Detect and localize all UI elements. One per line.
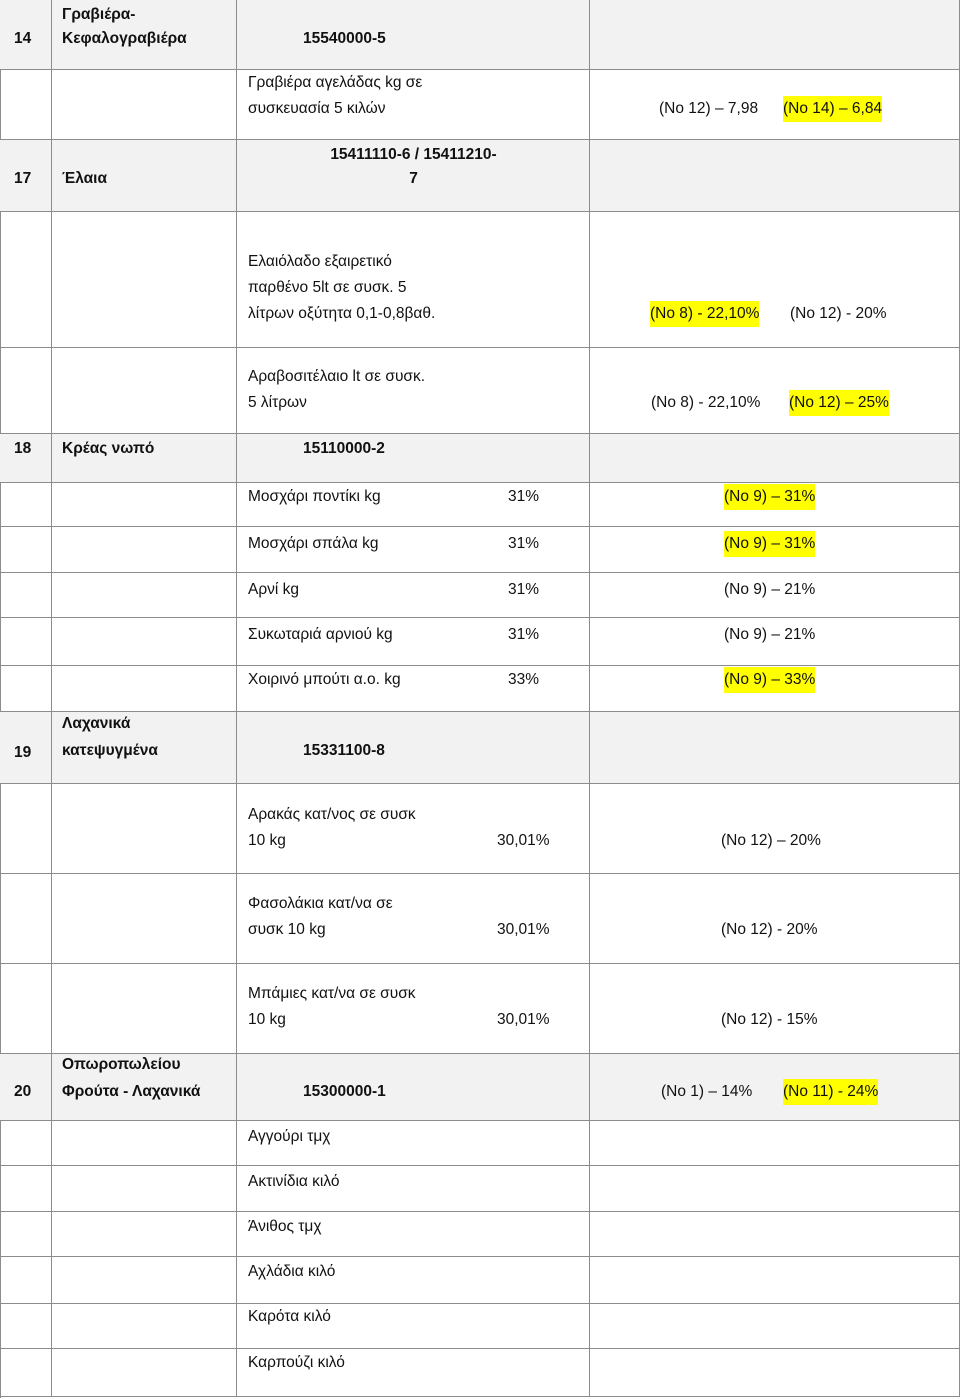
discount-value: (Νο 11) - 24% <box>783 1079 878 1105</box>
item-description: Μοσχάρι σπάλα kg <box>248 535 379 552</box>
item-description: Αρακάς κατ/νος σε συσκ <box>248 806 416 823</box>
table-cell <box>52 1121 237 1166</box>
table-cell <box>52 1166 237 1212</box>
table-cell <box>0 1212 52 1257</box>
table-cell <box>52 70 237 140</box>
table-cell <box>590 0 960 70</box>
table-cell <box>237 434 590 483</box>
discount-value: (Νο 9) – 21% <box>724 626 816 643</box>
category-label: Κεφαλογραβιέρα <box>62 30 187 47</box>
table-cell <box>52 1349 237 1397</box>
table-cell <box>52 618 237 666</box>
table-cell <box>0 70 52 140</box>
table-cell <box>590 1304 960 1349</box>
row-number: 19 <box>14 744 32 761</box>
item-description: Συκωταριά αρνιού kg <box>248 626 393 643</box>
table-cell <box>0 1257 52 1304</box>
discount-value: (Νο 12) – 25% <box>789 390 889 416</box>
table-cell <box>0 483 52 527</box>
row-number: 18 <box>14 440 32 457</box>
table-cell <box>0 1121 52 1166</box>
table-cell <box>52 1212 237 1257</box>
item-description: Φασολάκια κατ/να σε <box>248 895 393 912</box>
discount-value: 31% <box>508 581 540 598</box>
item-description: Μοσχάρι ποντίκι kg <box>248 488 381 505</box>
table-cell <box>590 1212 960 1257</box>
item-description: Ελαιόλαδο εξαιρετικό <box>248 253 392 270</box>
table-cell <box>0 1304 52 1349</box>
table-cell <box>590 1349 960 1397</box>
table-cell <box>52 1304 237 1349</box>
table-cell <box>52 527 237 573</box>
item-description: Καρότα κιλό <box>248 1308 331 1325</box>
item-description: 5 λίτρων <box>248 394 307 411</box>
row-number: 17 <box>14 170 32 187</box>
discount-value: 31% <box>508 626 540 643</box>
item-description: συσκευασία 5 κιλών <box>248 100 386 117</box>
item-description: λίτρων οξύτητα 0,1-0,8βαθ. <box>248 305 436 322</box>
table-cell <box>52 1257 237 1304</box>
table-cell <box>52 964 237 1054</box>
discount-value: 33% <box>508 671 540 688</box>
item-description: συσκ 10 kg <box>248 921 326 938</box>
table-cell <box>52 874 237 964</box>
table-cell <box>590 140 960 212</box>
table-cell <box>0 874 52 964</box>
table-cell <box>0 1166 52 1212</box>
cpv-code: 7 <box>409 170 418 187</box>
discount-value: (Νο 12) - 15% <box>721 1011 818 1028</box>
item-description: Αρνί kg <box>248 581 300 598</box>
table-cell <box>590 1121 960 1166</box>
table-cell <box>0 964 52 1054</box>
cpv-code: 15110000-2 <box>303 440 385 457</box>
item-description: Γραβιέρα αγελάδας kg σε <box>248 74 423 91</box>
table-cell <box>590 70 960 140</box>
table-cell <box>0 573 52 618</box>
item-description: Αχλάδια κιλό <box>248 1263 336 1280</box>
discount-value: (Νο 9) – 33% <box>724 667 815 693</box>
table-cell <box>237 1054 590 1121</box>
discount-value: (Νο 9) – 21% <box>724 581 816 598</box>
discount-value: (Νο 12) – 7,98 <box>659 100 759 117</box>
item-description: Αραβοσιτέλαιο lt σε συσκ. <box>248 368 426 385</box>
table-cell <box>590 212 960 348</box>
category-label: κατεψυγμένα <box>62 742 158 759</box>
table-cell <box>590 1054 960 1121</box>
discount-value: (Νο 12) – 20% <box>721 832 821 849</box>
table-cell <box>0 618 52 666</box>
discount-value: 30,01% <box>497 1011 550 1028</box>
row-number: 20 <box>14 1083 32 1100</box>
category-label: Κρέας νωπό <box>62 440 155 457</box>
table-cell <box>52 483 237 527</box>
table-cell <box>237 0 590 70</box>
item-description: 10 kg <box>248 1011 286 1028</box>
discount-value: (Νο 8) - 22,10% <box>651 394 761 411</box>
cpv-code: 15411110-6 / 15411210- <box>330 146 497 163</box>
item-description: Ακτινίδια κιλό <box>248 1173 340 1190</box>
category-label: Έλαια <box>62 170 108 187</box>
table-cell <box>590 348 960 434</box>
table-cell <box>237 712 590 784</box>
table-cell <box>0 527 52 573</box>
item-description: παρθένο 5lt σε συσκ. 5 <box>248 279 407 296</box>
item-description: Άνιθος τμχ <box>248 1218 322 1235</box>
category-label: Γραβιέρα- <box>62 6 136 23</box>
discount-value: (Νο 8) - 22,10% <box>650 301 759 327</box>
discount-value: 30,01% <box>497 921 550 938</box>
table-cell <box>590 1257 960 1304</box>
table-cell <box>52 212 237 348</box>
table-cell <box>52 348 237 434</box>
table-cell <box>590 712 960 784</box>
discount-value: (Νο 12) - 20% <box>790 305 887 322</box>
item-description: Μπάμιες κατ/να σε συσκ <box>248 985 416 1002</box>
category-label: Φρούτα - Λαχανικά <box>62 1083 201 1100</box>
item-description: Αγγούρι τμχ <box>248 1128 331 1145</box>
row-number: 14 <box>14 30 32 47</box>
discount-value: 31% <box>508 488 540 505</box>
cpv-code: 15331100-8 <box>303 742 385 759</box>
table-cell <box>0 666 52 712</box>
cpv-code: 15540000-5 <box>303 30 386 47</box>
table-cell <box>52 784 237 874</box>
item-description: 10 kg <box>248 832 286 849</box>
cpv-code: 15300000-1 <box>303 1083 386 1100</box>
table-cell <box>52 666 237 712</box>
item-description: Καρπούζι κιλό <box>248 1354 345 1371</box>
item-description: Χοιρινό μπούτι α.ο. kg <box>248 671 401 688</box>
table-cell <box>590 434 960 483</box>
category-label: Οπωροπωλείου <box>62 1056 181 1073</box>
table-cell <box>0 348 52 434</box>
table-cell <box>0 212 52 348</box>
discount-value: (Νο 12) - 20% <box>721 921 818 938</box>
table-cell <box>0 784 52 874</box>
discount-value: (Νο 9) – 31% <box>724 531 815 557</box>
table-cell <box>0 1349 52 1397</box>
table-cell <box>52 573 237 618</box>
discount-value: 31% <box>508 535 540 552</box>
discount-value: (Νο 9) – 31% <box>724 484 815 510</box>
table-cell <box>590 1166 960 1212</box>
discount-value: (Νο 1) – 14% <box>661 1083 753 1100</box>
discount-value: 30,01% <box>497 832 550 849</box>
discount-value: (Νο 14) – 6,84 <box>783 96 882 122</box>
category-label: Λαχανικά <box>62 715 131 732</box>
